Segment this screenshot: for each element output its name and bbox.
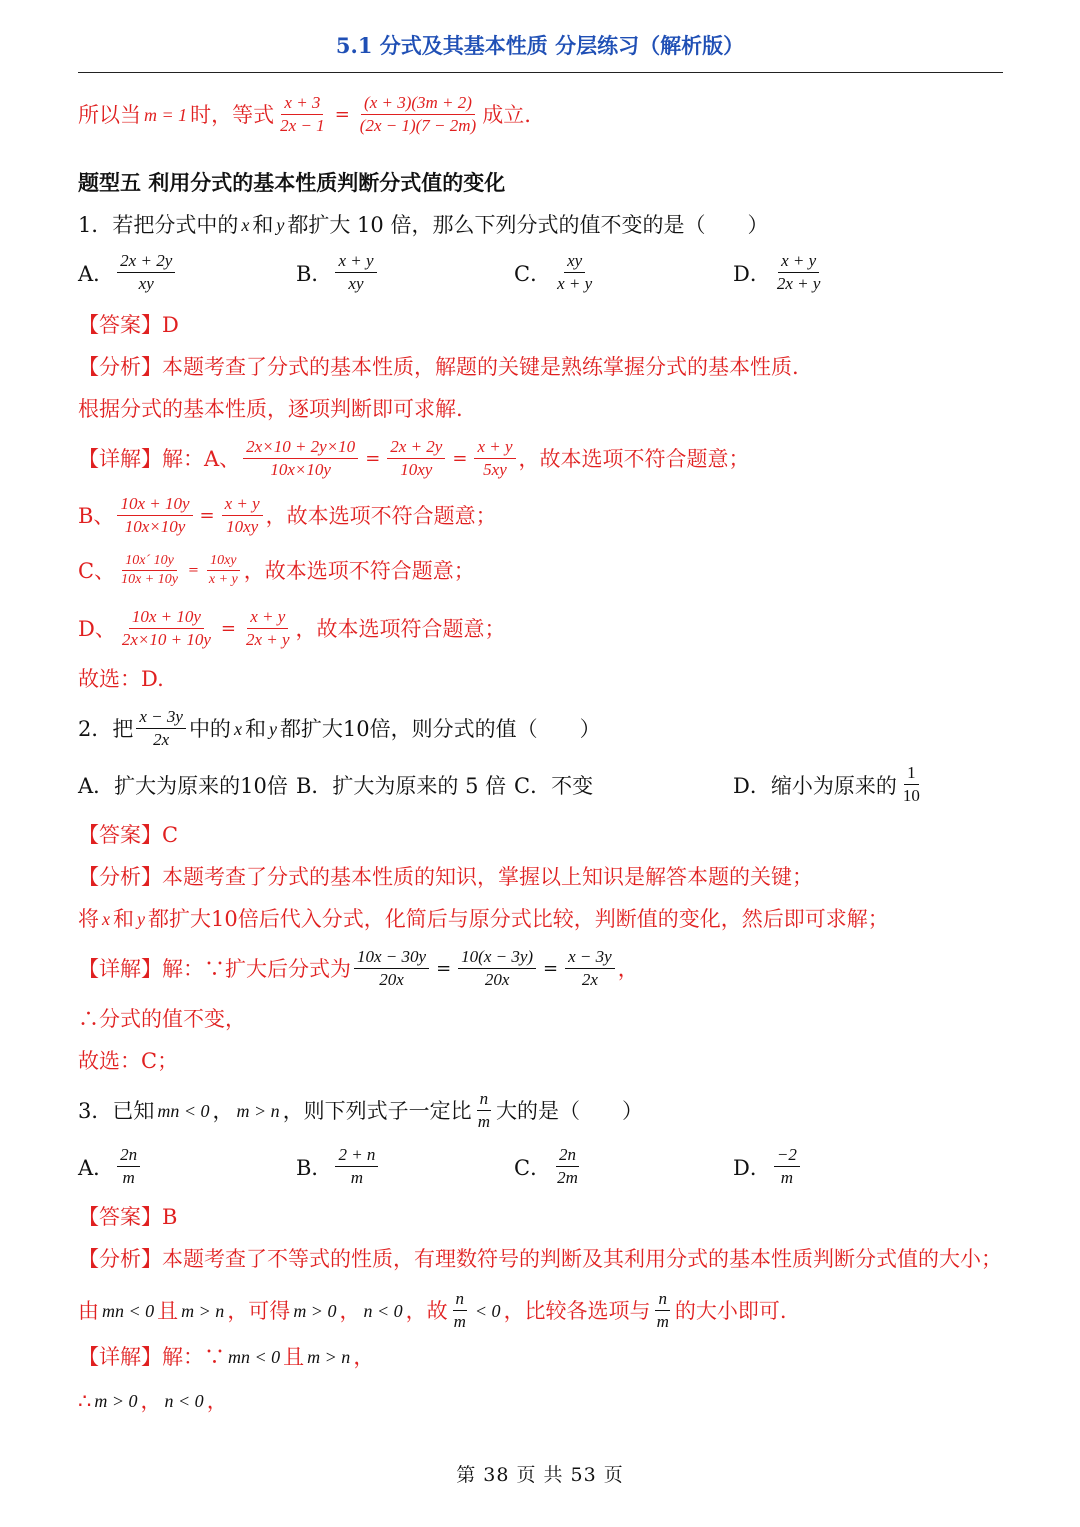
page-footer: 第 38 页 共 53 页: [456, 1464, 624, 1486]
header-rule: [78, 72, 1003, 73]
q3-detail: 【详解】 解：∵ mn < 0 且 m > n ，: [78, 1345, 375, 1369]
q1-option-a[interactable]: A． $\frac{2x + 2y}{xy}$: [78, 250, 178, 295]
q2-option-a[interactable]: A．扩大为原来的10倍: [78, 774, 288, 798]
q1-conclusion: 故选：D.: [78, 667, 164, 691]
q2-answer: 【答案】C: [78, 823, 179, 847]
q1-detail-a: 【详解】 解：A、 $\frac{2x\times 10 + 2y\times 10}{10x\times 10y}$ = $\frac{2x + 2y}{10xy}$ = $\frac{x + y}{5xy}$ ，故本选项不符合题意；: [78, 437, 750, 479]
q1-detail-d: D、 $\frac{10x + 10y}{2x\times 10 + 10y}$ = $\frac{x + y}{2x + y}$ ，故本选项符合题意；: [78, 607, 506, 649]
q3-therefore: ∴ m > 0 ， n < 0 ，: [78, 1389, 228, 1413]
q1-detail-c: C、 $\frac{10x´ 10y}{10x + 10y}$ = $\frac{10xy}{x + y}$ ，故本选项不符合题意；: [78, 553, 475, 587]
q2-therefore: ∴分式的值不变，: [78, 1007, 246, 1031]
q2-stem: 2．把 $\frac{x - 3y}{2x}$ 中的 x 和 y 都扩大10倍，则分式的值（ ）: [78, 707, 601, 749]
q2-option-d[interactable]: D．缩小为原来的 $\frac{1}{10}$: [733, 763, 920, 805]
q1-answer: 【答案】D: [78, 313, 179, 337]
q1-stem: 1．若把分式中的 x 和 y 都扩大 10 倍，那么下列分式的值不变的是（ ）: [78, 213, 769, 237]
q1-option-d[interactable]: D． $\frac{x + y}{2x + y}$: [733, 251, 821, 293]
q2-analysis-2: 将 x 和 y 都扩大10倍后代入分式，化简后与原分式比较，判断值的变化，然后即可求解；: [78, 907, 889, 931]
q2-option-c[interactable]: C．不变: [514, 774, 594, 798]
q1-detail-b: B、 $\frac{10x + 10y}{10x\times 10y}$ = $\frac{x + y}{10xy}$ ，故本选项不符合题意；: [78, 494, 497, 536]
q1-option-b[interactable]: B． $\frac{x + y}{xy}$: [296, 250, 380, 295]
q3-option-d[interactable]: D． $\frac{-2}{m}$: [733, 1144, 803, 1189]
q2-conclusion: 故选：C；: [78, 1049, 179, 1073]
q3-answer: 【答案】B: [78, 1205, 178, 1229]
q3-analysis-2: 由 mn < 0 且 m > n ，可得 m > 0 ， n < 0 ，故 $\frac{n}{m}$ < 0 ，比较各选项与 $\frac{n}{m}$ 的大小即可.: [78, 1289, 787, 1331]
fraction: $\frac{x + 3}{2x - 1}$: [280, 93, 325, 135]
q2-detail: 【详解】 解：∵扩大后分式为 $\frac{10x - 30y}{20x}$ = $\frac{10(x - 3y)}{20x}$ = $\frac{x - 3y}{2x}$ ，: [78, 947, 639, 989]
fraction: $\frac{(x + 3)(3m + 2)}{(2x - 1)(7 - 2m)}$: [359, 93, 477, 135]
q3-option-b[interactable]: B． $\frac{2 + n}{m}$: [296, 1144, 381, 1189]
q3-analysis: 【分析】 本题考查了不等式的性质，有理数符号的判断及其利用分式的基本性质判断分式值的大小；: [78, 1247, 1002, 1271]
q3-stem: 3．已知 mn < 0 ， m > n ，则下列式子一定比 $\frac{n}{m}$ 大的是（ ）: [78, 1089, 643, 1131]
q2-option-b[interactable]: B．扩大为原来的 5 倍: [296, 774, 507, 798]
q2-analysis: 【分析】 本题考查了分式的基本性质的知识，掌握以上知识是解答本题的关键；: [78, 865, 813, 889]
top-conclusion-line: 所以当 m = 1 时，等式 $\frac{x + 3}{2x - 1}$ = $\frac{(x + 3)(3m + 2)}{(2x - 1)(7 - 2m)}$ 成立.: [78, 93, 531, 135]
q3-option-a[interactable]: A． $\frac{2n}{m}$: [78, 1144, 143, 1189]
q1-analysis-2: 根据分式的基本性质，逐项判断即可求解.: [78, 397, 463, 421]
section-title: 题型五 利用分式的基本性质判断分式值的变化: [78, 170, 506, 195]
q3-option-c[interactable]: C． $\frac{2n}{2m}$: [514, 1145, 578, 1187]
q1-analysis: 【分析】 本题考查了分式的基本性质，解题的关键是熟练掌握分式的基本性质.: [78, 355, 799, 379]
q1-option-c[interactable]: C． $\frac{xy}{x + y}$: [514, 251, 593, 293]
page-header-title: 5.1 分式及其基本性质 分层练习（解析版）: [335, 33, 745, 58]
